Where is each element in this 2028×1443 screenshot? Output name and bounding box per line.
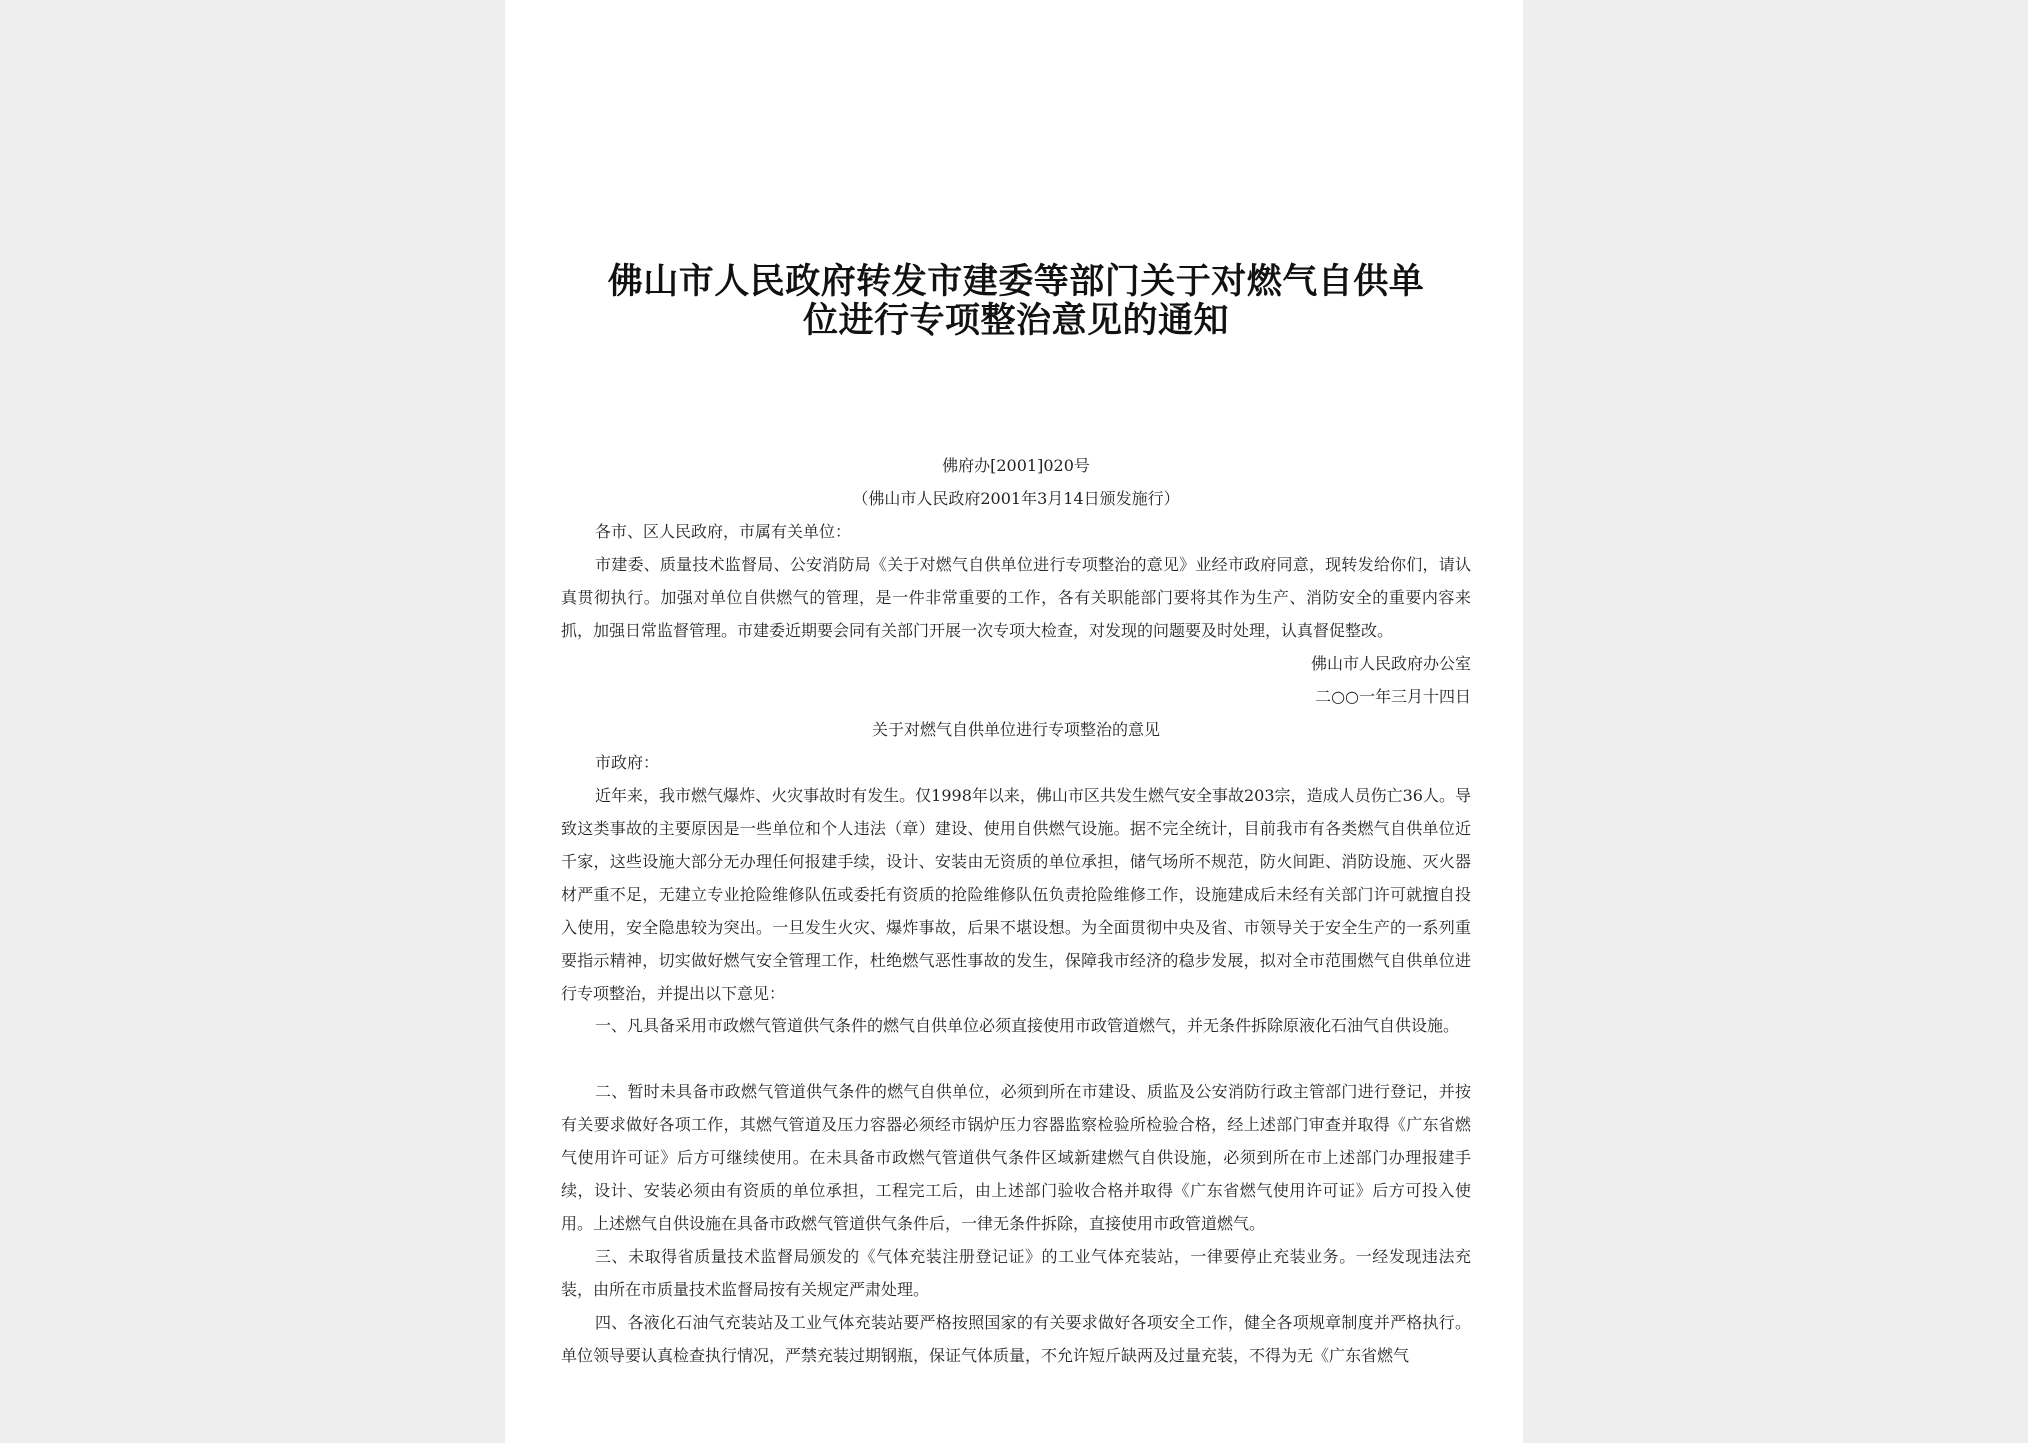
title-line-1: 佛山市人民政府转发市建委等部门关于对燃气自供单 [607,261,1425,302]
item-3: 三、未取得省质量技术监督局颁发的《气体充装注册登记证》的工业气体充装站，一律要停止充装业务。一经发现违法充装，由所在市质量技术监督局按有关规定严肃处理。 [561,1247,1471,1299]
section-addressee: 市政府： [595,753,660,772]
item-1: 一、凡具备采用市政燃气管道供气条件的燃气自供单位必须直接使用市政管道燃气，并无条件拆除原液化石油气自供设施。 [595,1016,1460,1035]
document-title [561,262,1471,340]
intro-paragraph: 市建委、质量技术监督局、公安消防局《关于对燃气自供单位进行专项整治的意见》业经市政府同意，现转发给你们，请认真贯彻执行。加强对单位自供燃气的管理，是一件非常重要的工作，各有关职能部门要将其作为生产、消防安全的重要内容来抓，加强日常监督管理。市建委近期要会同有关部门开展一次专项大检查，对发现的问题要及时处理，认真督促整改。 [561,555,1471,640]
section-paragraph-1: 近年来，我市燃气爆炸、火灾事故时有发生。仅1998年以来，佛山市区共发生燃气安全事故203宗，造成人员伤亡36人。导致这类事故的主要原因是一些单位和个人违法（章）建设、使用自供燃气设施。据不完全统计，目前我市有各类燃气自供单位近千家，这些设施大部分无办理任何报建手续，设计、安装由无资质的单位承担，储气场所不规范，防火间距、消防设施、灭火器材严重不足，无建立专业抢险维修队伍或委托有资质的抢险维修队伍负责抢险维修工作，设施建成后未经有关部门许可就擅自投入使用，安全隐患较为突出。一旦发生火灾、爆炸事故，后果不堪设想。为全面贯彻中央及省、市领导关于安全生产的一系列重要指示精神，切实做好燃气安全管理工作，杜绝燃气恶性事故的发生，保障我市经济的稳步发展，拟对全市范围燃气自供单位进行专项整治，并提出以下意见： [561,786,1471,1003]
issued-note: （佛山市人民政府2001年3月14日颁发施行） [852,489,1180,508]
item-4: 四、各液化石油气充装站及工业气体充装站要严格按照国家的有关要求做好各项安全工作，健全各项规章制度并严格执行。单位领导要认真检查执行情况，严禁充装过期钢瓶，保证气体质量，不允许短斤缺两及过量充装，不得为无《广东省燃气 [561,1313,1471,1365]
item-2: 二、暂时未具备市政燃气管道供气条件的燃气自供单位，必须到所在市建设、质监及公安消防行政主管部门进行登记，并按有关要求做好各项工作，其燃气管道及压力容器必须经市锅炉压力容器监察检验所检验合格，经上述部门审查并取得《广东省燃气使用许可证》后方可继续使用。在未具备市政燃气管道供气条件区域新建燃气自供设施，必须到所在市上述部门办理报建手续，设计、安装必须由有资质的单位承担，工程完工后，由上述部门验收合格并取得《广东省燃气使用许可证》后方可投入使用。上述燃气自供设施在具备市政燃气管道供气条件后，一律无条件拆除，直接使用市政管道燃气。 [561,1082,1471,1233]
signature-date: 二○○一年三月十四日 [1315,687,1471,706]
signature-org: 佛山市人民政府办公室 [1310,654,1471,673]
addressee: 各市、区人民政府，市属有关单位： [595,522,852,541]
doc-number: 佛府办[2001]020号 [942,456,1090,475]
document-page [505,0,1523,1443]
title-line-2: 位进行专项整治意见的通知 [802,300,1229,341]
section-title: 关于对燃气自供单位进行专项整治的意见 [871,720,1160,739]
